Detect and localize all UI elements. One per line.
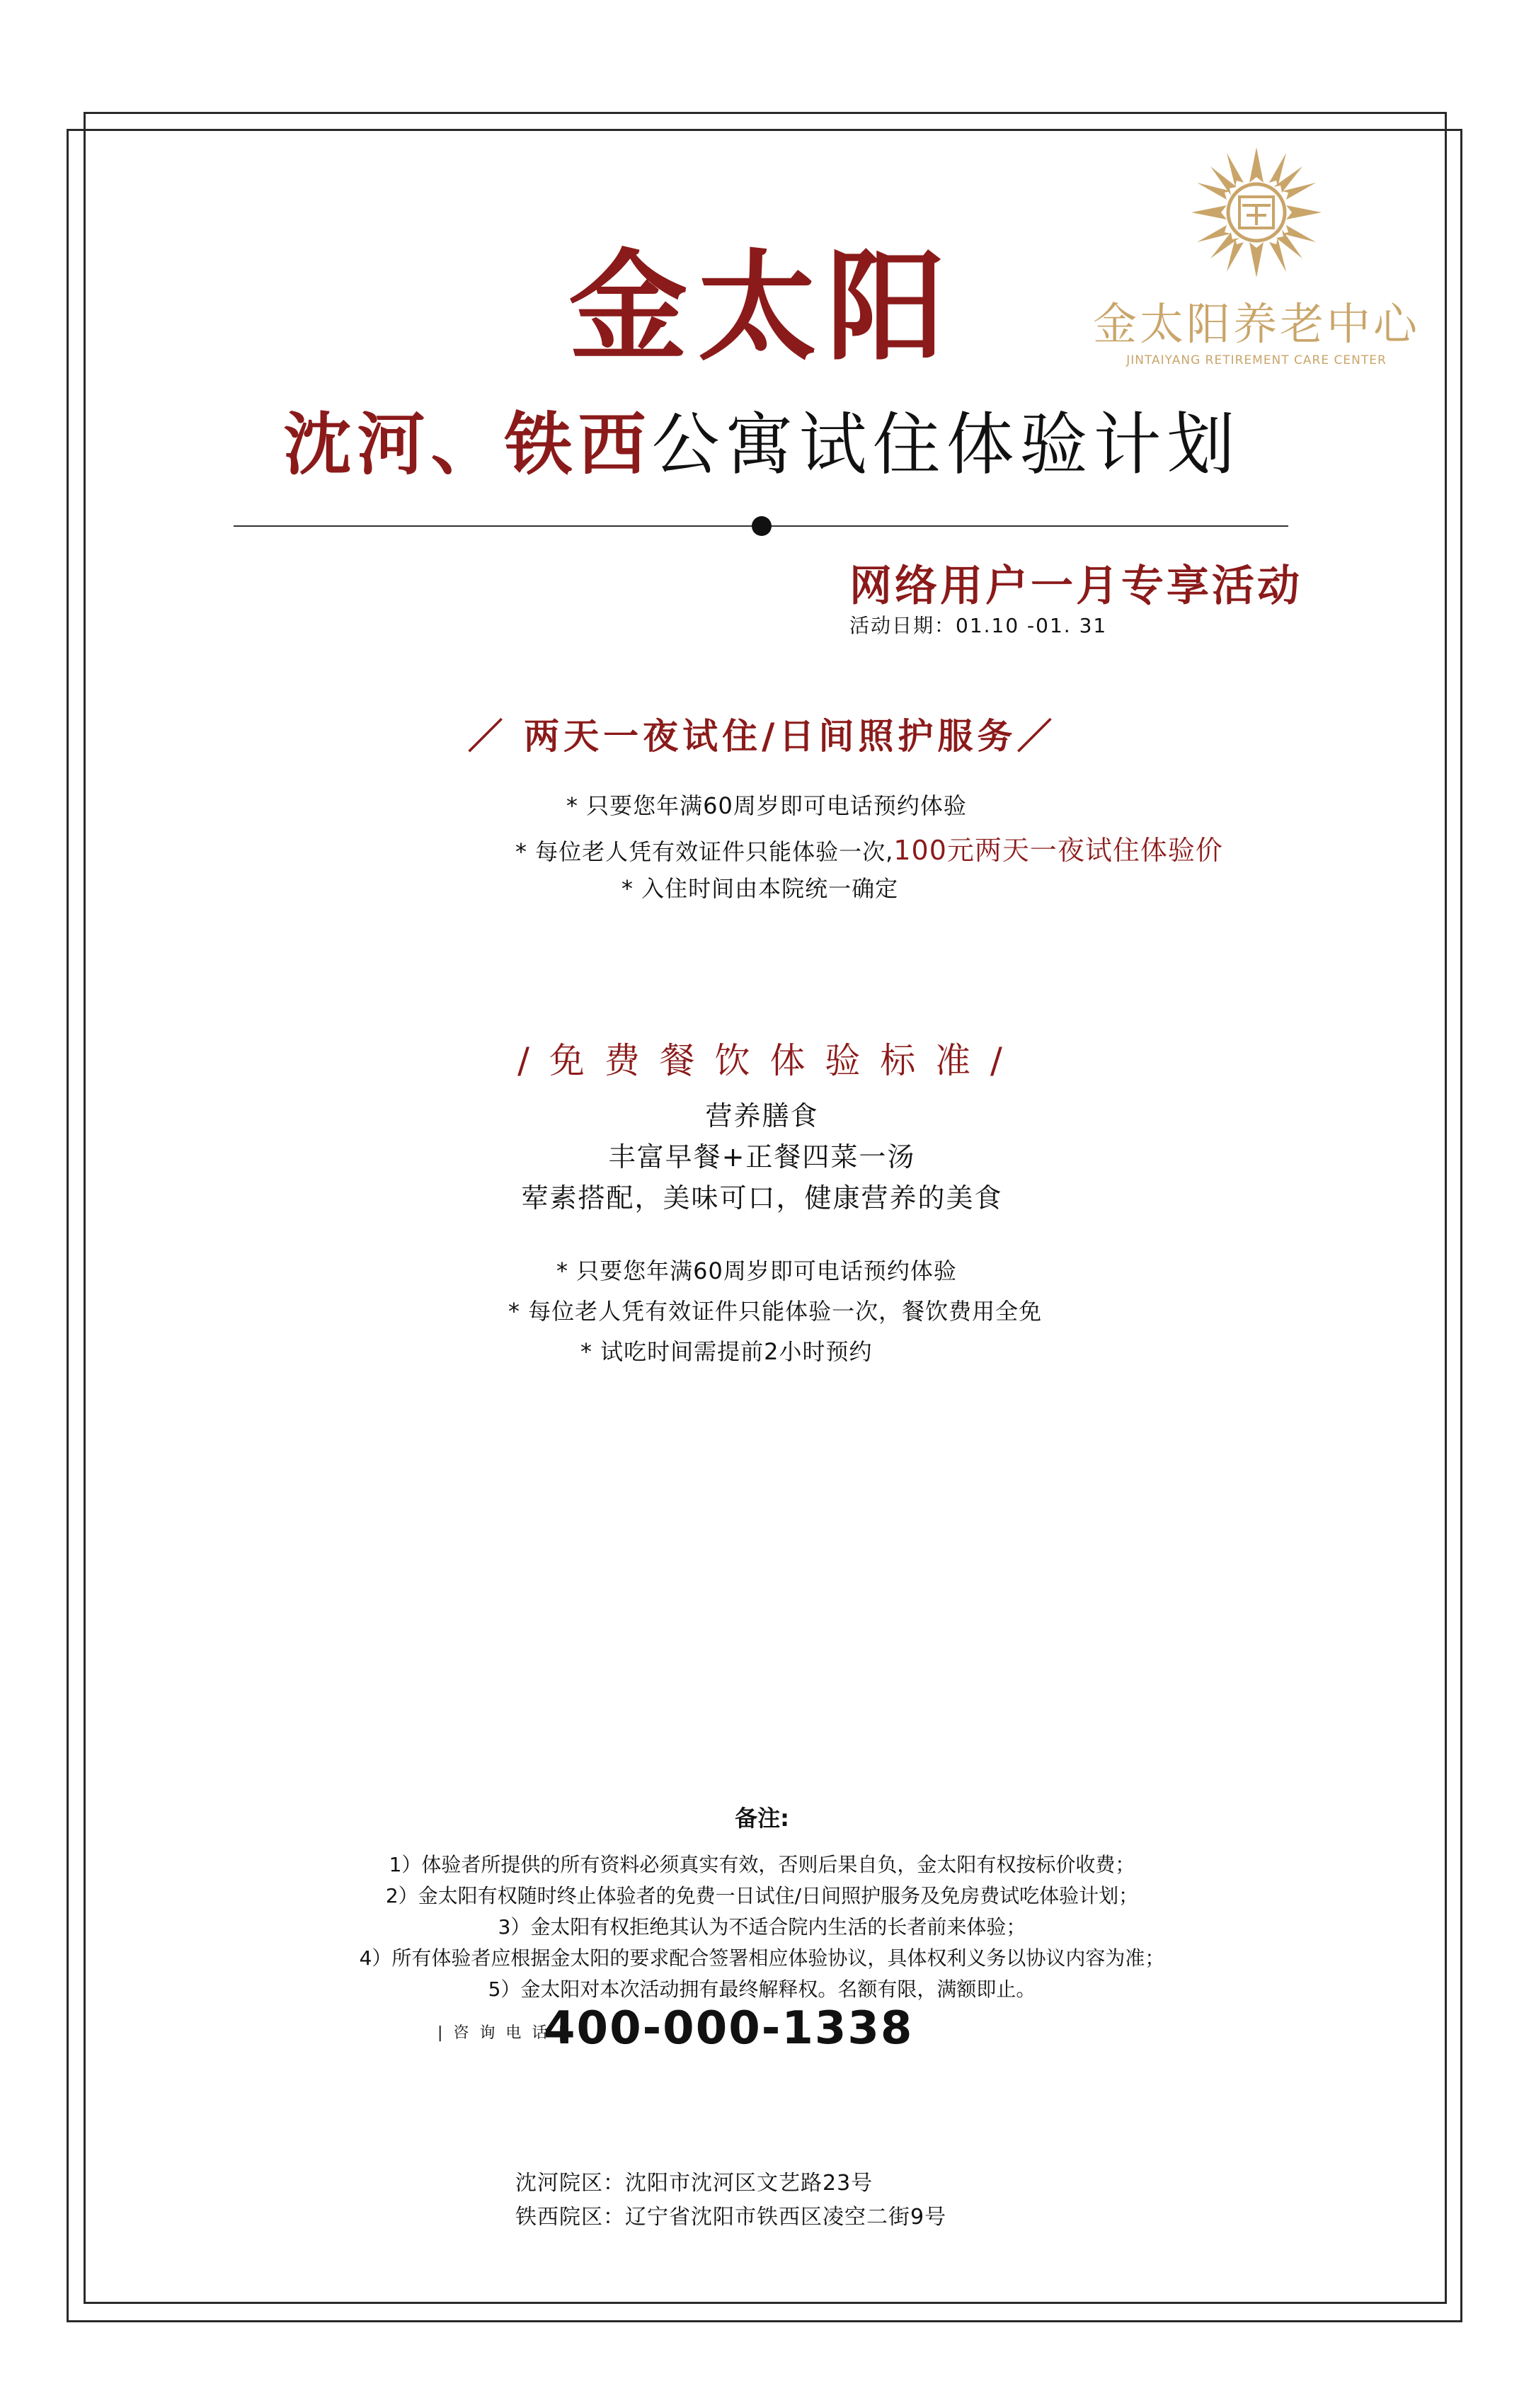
phone-number[interactable]: 400-000-1338 xyxy=(544,2002,914,2055)
notes-title: 备注: xyxy=(735,1805,789,1832)
section1-item: * 只要您年满60周岁即可电话预约体验 xyxy=(566,792,967,819)
note-item: 1）体验者所提供的所有资料必须真实有效，否则后果自负，金太阳有权按标价收费； xyxy=(389,1853,1135,1876)
logo-name-en: JINTAIYANG RETIREMENT CARE CENTER xyxy=(1126,353,1387,367)
section2-item: * 每位老人凭有效证件只能体验一次，餐饮费用全免 xyxy=(508,1298,1043,1325)
section1-item xyxy=(515,828,1223,867)
page-subtitle xyxy=(0,405,1524,484)
address-tiexi: 铁西院区：辽宁省沈阳市铁西区凌空二街9号 xyxy=(515,2205,947,2230)
phone-label: | 咨 询 电 话 | xyxy=(437,2024,566,2042)
section2-heading: / 免 费 餐 饮 体 验 标 准 / xyxy=(517,1040,1007,1081)
food-line: 荤素搭配，美味可口，健康营养的美食 xyxy=(521,1182,1003,1214)
subtitle-highlight: 沈河、铁西 xyxy=(283,405,652,484)
section2-item: * 只要您年满60周岁即可电话预约体验 xyxy=(556,1257,957,1284)
logo-name-cn: 金太阳养老中心 xyxy=(1092,298,1420,350)
note-item: 5）金太阳对本次活动拥有最终解释权。名额有限，满额即止。 xyxy=(488,1978,1036,2001)
promo-dates: 活动日期：01.10 -01. 31 xyxy=(849,614,1108,637)
section1-heading: ／ 两天一夜试住/日间照护服务／ xyxy=(467,716,1057,757)
note-item: 3）金太阳有权拒绝其认为不适合院内生活的长者前来体验； xyxy=(498,1915,1026,1939)
food-line: 丰富早餐+正餐四菜一汤 xyxy=(608,1141,916,1172)
subtitle-rest: 公寓试住体验计划 xyxy=(651,405,1241,484)
section1-item: * 入住时间由本院统一确定 xyxy=(621,875,899,902)
divider-dot xyxy=(752,516,772,536)
promo-title: 网络用户一月专享活动 xyxy=(849,561,1302,611)
brand-title: 金太阳 xyxy=(568,238,956,377)
section1-item-text: * 每位老人凭有效证件只能体验一次, xyxy=(515,838,894,865)
address-shenhe: 沈河院区：沈阳市沈河区文艺路23号 xyxy=(515,2171,873,2196)
note-item: 2）金太阳有权随时终止体验者的免费一日试住/日间照护服务及免房费试吃体验计划； xyxy=(385,1884,1139,1907)
food-line: 营养膳食 xyxy=(705,1100,819,1131)
section1-price-highlight: 100元两天一夜试住体验价 xyxy=(893,835,1223,866)
note-item: 4）所有体验者应根据金太阳的要求配合签署相应体验协议，具体权利义务以协议内容为准； xyxy=(359,1946,1165,1970)
section2-item: * 试吃时间需提前2小时预约 xyxy=(580,1338,873,1365)
